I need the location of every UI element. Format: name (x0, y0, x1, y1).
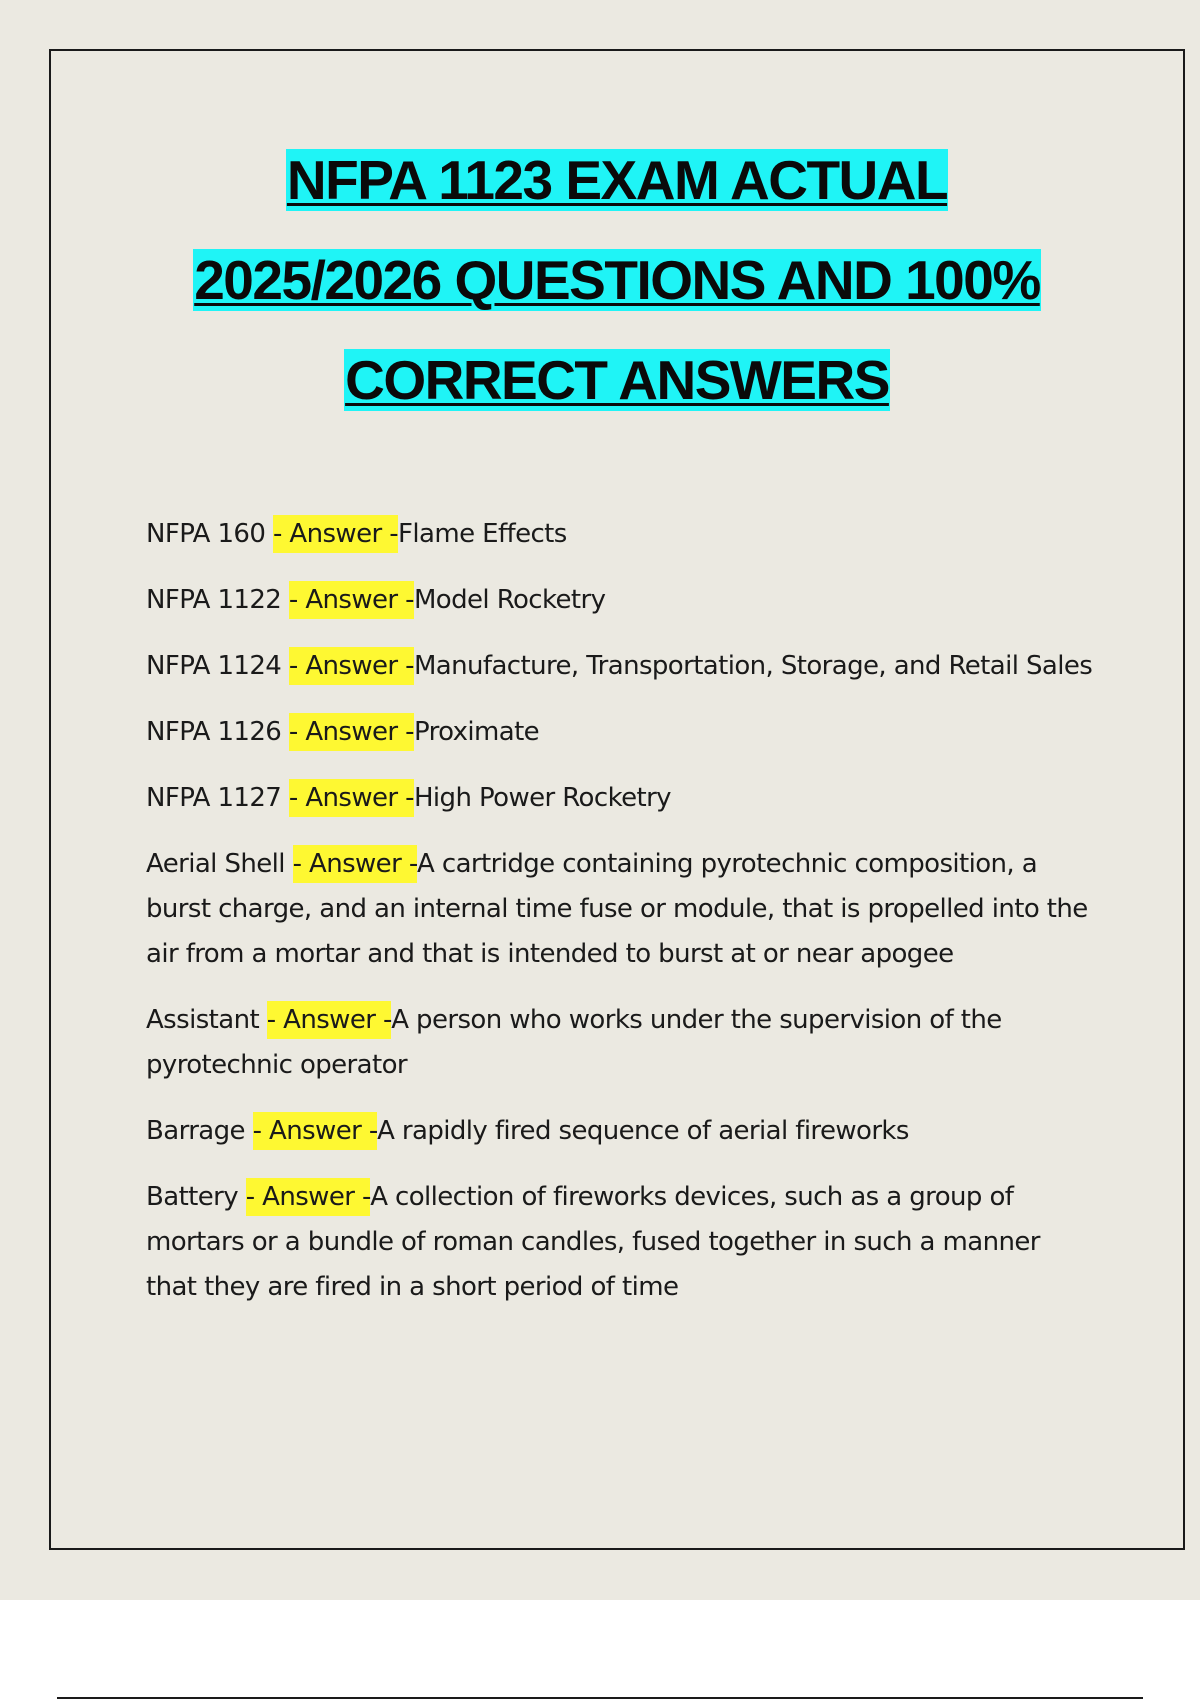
answer-label: - Answer - (289, 713, 414, 751)
title-line-1 (49, 130, 1185, 230)
answer-label: - Answer - (253, 1112, 377, 1150)
qa-entry (146, 1175, 1096, 1310)
entry-term: Aerial Shell (146, 849, 293, 879)
entry-term: NFPA 1126 (146, 717, 289, 747)
answer-label: - Answer - (267, 1001, 391, 1039)
entry-term: Battery (146, 1182, 246, 1212)
qa-entry (146, 776, 1096, 821)
entry-definition: Proximate (413, 717, 540, 747)
qa-entry (146, 512, 1096, 557)
title-line-3 (49, 330, 1185, 430)
title-line-2-text: 2025/2026 QUESTIONS AND 100% (194, 249, 1040, 311)
entry-term: NFPA 1124 (146, 651, 289, 681)
title-line-2 (49, 230, 1185, 330)
entry-definition: A rapidly fired sequence of aerial fireworks (377, 1116, 909, 1146)
entry-definition: High Power Rocketry (413, 783, 671, 813)
answer-label: - Answer - (246, 1178, 370, 1216)
answer-label: - Answer - (293, 845, 417, 883)
entry-definition: Model Rocketry (413, 585, 606, 615)
qa-list (146, 512, 1096, 1331)
answer-label: - Answer - (273, 515, 398, 553)
entry-term: NFPA 1127 (146, 783, 289, 813)
qa-entry (146, 998, 1096, 1088)
qa-entry (146, 578, 1096, 623)
entry-term: NFPA 1122 (146, 585, 289, 615)
qa-entry (146, 1109, 1096, 1154)
answer-label: - Answer - (289, 779, 414, 817)
title-line-1-text: NFPA 1123 EXAM ACTUAL (286, 149, 948, 211)
answer-label: - Answer - (289, 647, 414, 685)
entry-term: Assistant (146, 1005, 267, 1035)
entry-term: NFPA 160 (146, 519, 273, 549)
qa-entry (146, 842, 1096, 977)
entry-definition: Manufacture, Transportation, Storage, and Retail Sales (413, 651, 1093, 681)
answer-label: - Answer - (289, 581, 414, 619)
entry-term: Barrage (146, 1116, 253, 1146)
qa-entry (146, 710, 1096, 755)
entry-definition: A person who works under the supervision of the pyrotechnic operator (146, 1005, 1002, 1080)
title-line-3-text: CORRECT ANSWERS (345, 349, 889, 411)
qa-entry (146, 644, 1096, 689)
document-title (49, 130, 1185, 430)
entry-definition: Flame Effects (398, 519, 567, 549)
bottom-divider (57, 1697, 1143, 1699)
entry-definition: A cartridge containing pyrotechnic composition, a burst charge, and an internal time fuse or module, that is propelled into the air from a mortar and that is intended to burst at or near apogee (146, 849, 1088, 969)
entry-definition: A collection of fireworks devices, such as a group of mortars or a bundle of roman candles, fused together in such a manner that they are fired in a short period of time (146, 1182, 1040, 1302)
